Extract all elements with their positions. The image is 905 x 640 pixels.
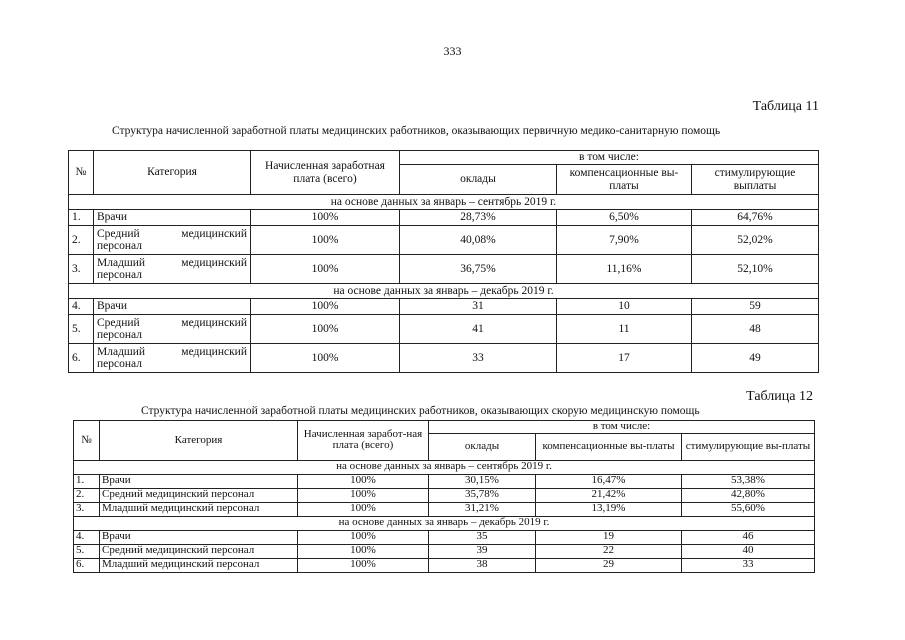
row-salary: 36,75% <box>400 255 557 284</box>
row-total: 100% <box>298 502 429 516</box>
table-11-label: Таблица 11 <box>752 99 819 114</box>
header-total: Начисленная заработная плата (всего) <box>251 151 400 195</box>
table-row <box>74 502 815 516</box>
row-incentive: 42,80% <box>682 488 815 502</box>
table-row <box>69 344 819 373</box>
row-num: 1. <box>69 210 94 226</box>
row-num: 2. <box>69 226 94 255</box>
row-compensation: 29 <box>536 558 682 572</box>
row-total: 100% <box>251 344 400 373</box>
row-compensation: 13,19% <box>536 502 682 516</box>
row-category: Младший медицинский персонал <box>94 344 251 373</box>
section-label: на основе данных за январь – декабрь 2019 г. <box>69 284 819 299</box>
table-row <box>74 488 815 502</box>
header-compensation: компенсационные вы-платы <box>557 165 692 195</box>
row-incentive: 55,60% <box>682 502 815 516</box>
row-total: 100% <box>298 530 429 544</box>
table-row <box>74 530 815 544</box>
row-compensation: 11,16% <box>557 255 692 284</box>
row-num: 3. <box>69 255 94 284</box>
row-total: 100% <box>298 544 429 558</box>
row-compensation: 10 <box>557 299 692 315</box>
row-salary: 41 <box>400 315 557 344</box>
row-category: Средний медицинский персонал <box>100 544 298 558</box>
row-num: 2. <box>74 488 100 502</box>
row-total: 100% <box>251 255 400 284</box>
header-incentive: стимулирующие вы-платы <box>682 433 815 460</box>
row-incentive: 48 <box>692 315 819 344</box>
row-category: Младший медицинский персонал <box>100 558 298 572</box>
row-category: Средний медицинский персонал <box>94 315 251 344</box>
row-incentive: 53,38% <box>682 474 815 488</box>
table-12 <box>73 420 815 573</box>
row-total: 100% <box>251 210 400 226</box>
row-salary: 38 <box>429 558 536 572</box>
table-11 <box>68 150 819 373</box>
header-category: Категория <box>94 151 251 195</box>
row-compensation: 17 <box>557 344 692 373</box>
row-category: Врачи <box>100 474 298 488</box>
row-incentive: 59 <box>692 299 819 315</box>
row-incentive: 40 <box>682 544 815 558</box>
table-row <box>74 474 815 488</box>
row-salary: 31,21% <box>429 502 536 516</box>
header-num: № <box>69 151 94 195</box>
row-num: 6. <box>74 558 100 572</box>
row-incentive: 33 <box>682 558 815 572</box>
row-category: Врачи <box>94 299 251 315</box>
row-category: Средний медицинский персонал <box>94 226 251 255</box>
row-compensation: 22 <box>536 544 682 558</box>
table-row <box>69 255 819 284</box>
table-12-label: Таблица 12 <box>746 389 813 404</box>
row-category: Младший медицинский персонал <box>94 255 251 284</box>
row-num: 1. <box>74 474 100 488</box>
row-compensation: 21,42% <box>536 488 682 502</box>
table-row <box>69 315 819 344</box>
row-salary: 31 <box>400 299 557 315</box>
section-label: на основе данных за январь – декабрь 2019 г. <box>74 516 815 530</box>
header-compensation: компенсационные вы-платы <box>536 433 682 460</box>
row-num: 4. <box>74 530 100 544</box>
row-incentive: 52,10% <box>692 255 819 284</box>
row-incentive: 49 <box>692 344 819 373</box>
row-total: 100% <box>251 315 400 344</box>
row-compensation: 7,90% <box>557 226 692 255</box>
row-incentive: 64,76% <box>692 210 819 226</box>
row-salary: 39 <box>429 544 536 558</box>
row-compensation: 6,50% <box>557 210 692 226</box>
row-category: Врачи <box>100 530 298 544</box>
row-salary: 35,78% <box>429 488 536 502</box>
table-11-title: Структура начисленной заработной платы медицинских работников, оказывающих первичную медико-санитарную помощь <box>112 125 721 137</box>
table-row <box>74 544 815 558</box>
row-total: 100% <box>298 474 429 488</box>
row-category: Младший медицинский персонал <box>100 502 298 516</box>
header-group: в том числе: <box>400 151 819 165</box>
header-category: Категория <box>100 421 298 461</box>
row-total: 100% <box>298 558 429 572</box>
row-salary: 30,15% <box>429 474 536 488</box>
row-salary: 28,73% <box>400 210 557 226</box>
header-salary: оклады <box>429 433 536 460</box>
row-category: Врачи <box>94 210 251 226</box>
row-num: 4. <box>69 299 94 315</box>
header-group: в том числе: <box>429 421 815 434</box>
table-row <box>74 558 815 572</box>
row-num: 3. <box>74 502 100 516</box>
section-label: на основе данных за январь – сентябрь 2019 г. <box>69 195 819 210</box>
row-num: 6. <box>69 344 94 373</box>
row-num: 5. <box>69 315 94 344</box>
row-total: 100% <box>298 488 429 502</box>
header-incentive: стимулирующие выплаты <box>692 165 819 195</box>
table-row <box>69 226 819 255</box>
table-row <box>69 210 819 226</box>
header-salary: оклады <box>400 165 557 195</box>
page-number: 333 <box>443 44 462 58</box>
row-salary: 40,08% <box>400 226 557 255</box>
row-salary: 33 <box>400 344 557 373</box>
row-incentive: 52,02% <box>692 226 819 255</box>
row-compensation: 11 <box>557 315 692 344</box>
table-12-title: Структура начисленной заработной платы медицинских работников, оказывающих скорую медицинскую помощь <box>141 405 700 417</box>
row-compensation: 16,47% <box>536 474 682 488</box>
row-compensation: 19 <box>536 530 682 544</box>
row-num: 5. <box>74 544 100 558</box>
row-total: 100% <box>251 299 400 315</box>
section-label: на основе данных за январь – сентябрь 2019 г. <box>74 460 815 474</box>
row-incentive: 46 <box>682 530 815 544</box>
row-category: Средний медицинский персонал <box>100 488 298 502</box>
header-num: № <box>74 421 100 461</box>
table-row <box>69 299 819 315</box>
row-salary: 35 <box>429 530 536 544</box>
header-total: Начисленная заработ-ная плата (всего) <box>298 421 429 461</box>
row-total: 100% <box>251 226 400 255</box>
